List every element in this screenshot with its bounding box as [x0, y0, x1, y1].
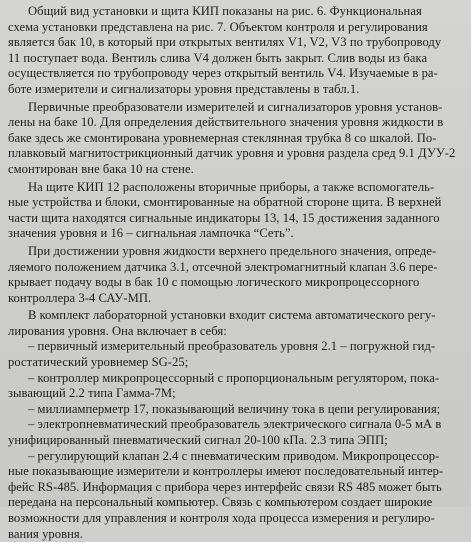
text-line: баке здесь же смонтирована уровнемерная стеклянная трубка 8 со шкалой. По-: [8, 130, 437, 145]
text-line: вания уровня.: [8, 526, 83, 541]
text-line: – миллиамперметр 17, показывающий величину тока в цепи регулирования;: [28, 401, 441, 416]
text-line: – электропневматический преобразователь электрического сигнала 0-5 мА в: [28, 417, 442, 432]
text-line: осуществляется по трубопроводу через открытый вентиль V4. Изучаемые в ра-: [8, 66, 438, 81]
text-line: передана на персональный компьютер. Связь с компьютером создает широкие: [8, 495, 433, 510]
text-line: ростатический уровнемер SG-25;: [8, 355, 189, 370]
text-line: является бак 10, в который при открытых вентилях V1, V2, V3 по трубопроводу: [8, 35, 442, 50]
text-line: ные устройства и блоки, смонтированные на обратной стороне щита. В верхней: [8, 195, 442, 210]
text-line: крывает подачу воды в бак 10 с помощью логического микропроцессорного: [8, 275, 420, 290]
paragraph-control-panel: [8, 180, 465, 242]
text-line: значения уровня и 16 – сигнальная лампочка “Сеть”.: [8, 226, 294, 241]
text-line: Общий вид установки и щита КИП показаны на рис. 6. Функциональная: [28, 4, 422, 18]
paragraph-upper-limit: [8, 244, 465, 306]
text-line: контроллера 3-4 САУ-МП.: [8, 290, 152, 305]
text-line: На щите КИП 12 расположены вторичные приборы, а также вспомогатель-: [28, 179, 435, 194]
text-line: зывающий 2.2 типа Гамма-7М;: [8, 386, 176, 401]
text-line: схема установки представлена на рис. 7. Объектом контроля и регулирования: [8, 19, 428, 34]
text-line: 11 поступает вода. Вентиль слива V4 должен быть закрыт. Слив воды из бака: [8, 50, 428, 65]
text-line: – первичный измерительный преобразователь уровня 2.1 – погружной гид-: [28, 339, 436, 354]
paragraph-overview: [8, 4, 465, 98]
text-line: В комплект лабораторной установки входит система автоматического регу-: [28, 308, 436, 323]
text-line: плавковый магнитострикционный датчик уровня и уровня раздела сред 9.1 ДУУ-2: [8, 146, 456, 161]
text-line: ные показывающие измерители и контроллеры имеют последовательный интер-: [8, 464, 444, 479]
text-line: фейс RS-485. Информация с прибора через интерфейс связи RS 485 может быть: [8, 479, 442, 494]
paragraph-primary-transducers: [8, 100, 465, 178]
text-line: боте измерители и сигнализаторы уровня представлены в табл.1.: [8, 81, 360, 96]
text-line: унифицированный пневматический сигнал 20-100 кПа. 2.3 типа ЭПП;: [8, 433, 388, 448]
text-line: возможности для управления и контроля хода процесса измерения и регулиро-: [8, 511, 435, 525]
text-line: Первичные преобразователи измерителей и сигнализаторов уровня установ-: [28, 99, 443, 114]
text-line: лирования уровня. Она включает в себя:: [8, 323, 227, 338]
text-line: лены на баке 10. Для определения действительного значения уровня жидкости в: [8, 115, 444, 130]
text-line: смонтирован вне бака 10 на стене.: [8, 161, 194, 176]
text-line: – контроллер микропроцессорный с пропорциональным регулятором, пока-: [28, 370, 440, 385]
text-line: – регулирующий клапан 2.4 с пневматическим приводом. Микропроцессор-: [28, 448, 440, 463]
text-line: части щита находятся сигнальные индикаторы 13, 14, 15 достижения заданного: [8, 210, 440, 225]
text-line: ляемого положением датчика 3.1, отсечной электромагнитный клапан 3.6 пере-: [8, 259, 438, 274]
text-line: При достижении уровня жидкости верхнего предельного значения, опреде-: [28, 243, 437, 258]
